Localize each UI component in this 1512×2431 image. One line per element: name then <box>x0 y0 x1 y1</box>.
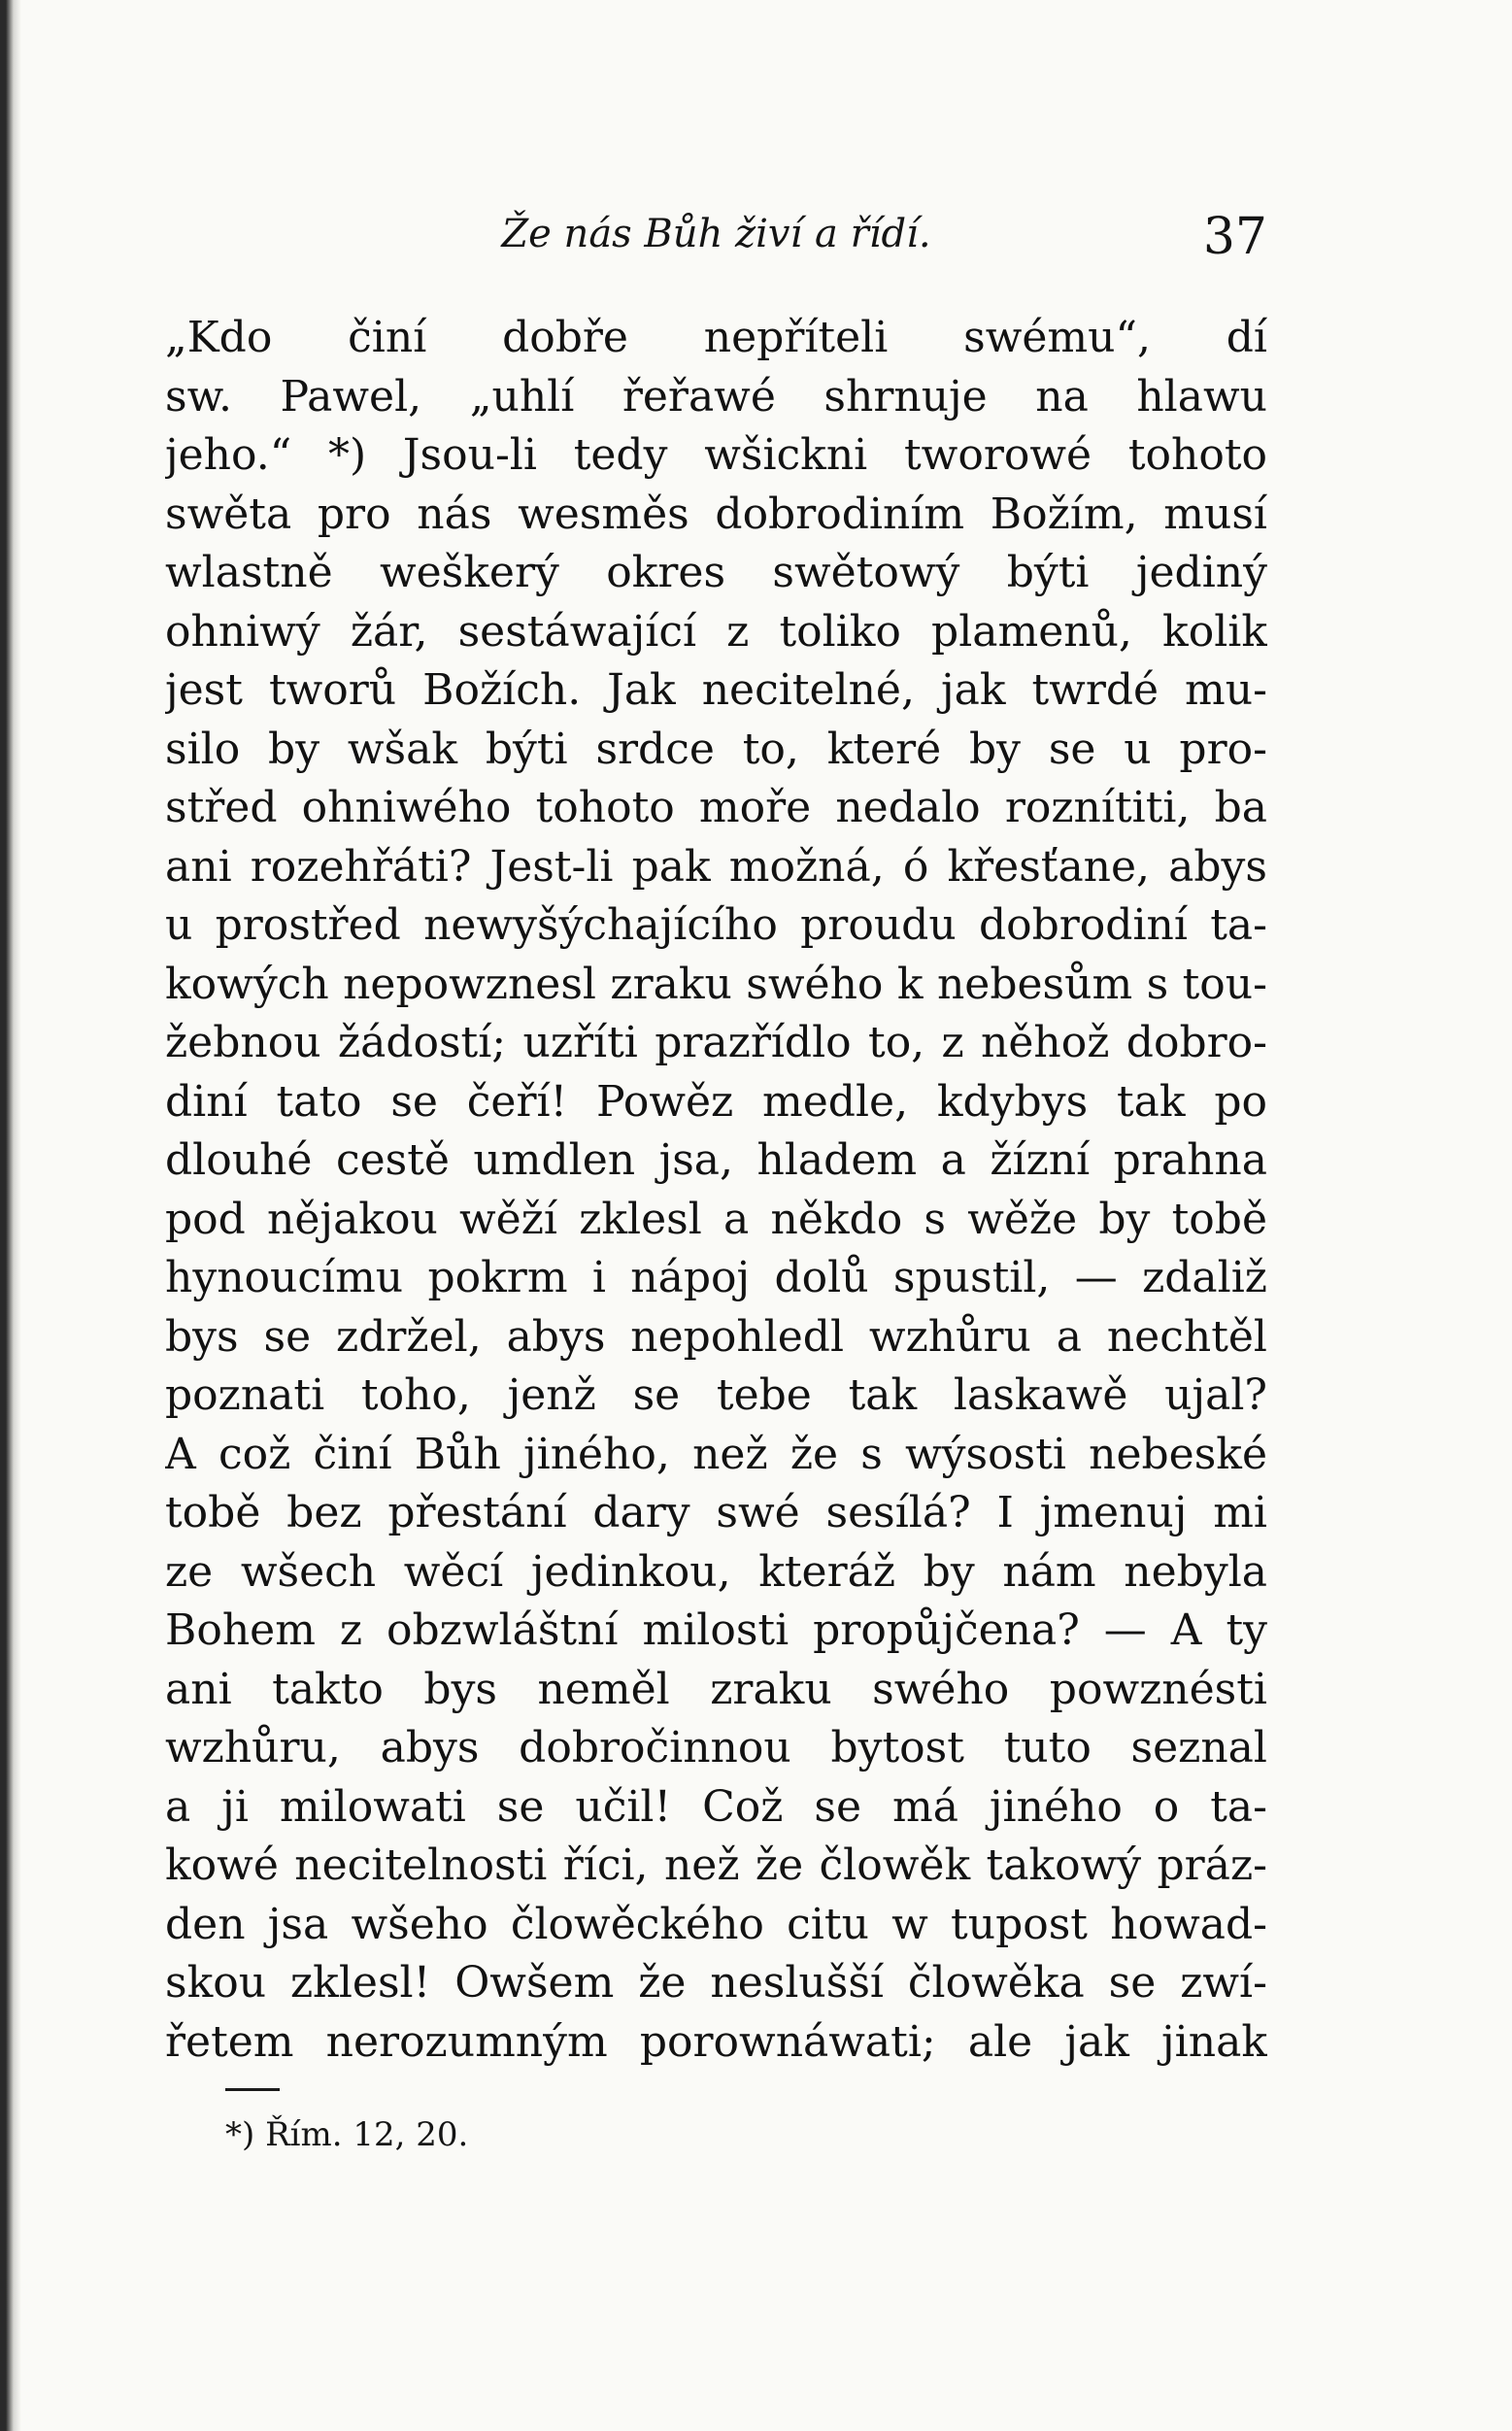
footnote: *) Řím. 12, 20. <box>225 2115 469 2154</box>
text-line: sw. Pawel, „uhlí řeřawé shrnuje na hlawu <box>165 371 1267 422</box>
body-text <box>165 309 1267 2072</box>
page-number: 37 <box>1202 208 1267 266</box>
text-line: žebnou žádostí; uzříti prazřídlo to, z něhož dobro- <box>165 1018 1267 1067</box>
text-line: „Kdo činí dobře nepříteli swému“, dí <box>165 313 1267 362</box>
text-line: skou zklesl! Owšem že neslušší člowěka se zwí- <box>165 1958 1267 2008</box>
running-title: Že nás Bůh živí a řídí. <box>501 212 931 256</box>
text-line: silo by wšak býti srdce to, které by se u pro- <box>165 724 1267 774</box>
page-binding-edge <box>0 0 21 2431</box>
text-line: u prostřed newyšýchajícího proudu dobrodiní ta- <box>165 900 1267 950</box>
text-line: poznati toho, jenž se tebe tak laskawě ujal? <box>165 1370 1267 1420</box>
text-line: diní tato se čeří! Powěz medle, kdybys tak po <box>165 1076 1267 1127</box>
text-line: ze wšech wěcí jedinkou, kteráž by nám nebyla <box>165 1546 1267 1597</box>
text-line: swěta pro nás wesměs dobrodiním Božím, musí <box>165 489 1267 539</box>
footnote-divider <box>225 2088 280 2091</box>
text-line: pod nějakou wěží zklesl a někdo s wěže by tobě <box>165 1194 1267 1244</box>
text-line: kowé necitelnosti říci, než že člowěk takowý práz- <box>165 1840 1267 1890</box>
running-head <box>165 208 1267 270</box>
text-line: den jsa wšeho člowěckého citu w tupost howad- <box>165 1899 1267 1949</box>
text-line: střed ohniwého tohoto moře nedalo roznítiti, ba <box>165 783 1267 832</box>
text-line: A což činí Bůh jiného, než že s wýsosti nebeské <box>165 1429 1267 1479</box>
text-line: hynoucímu pokrm i nápoj dolů spustil, — zdaliž <box>165 1253 1267 1302</box>
text-line: ohniwý žár, sestáwající z toliko plamenů, kolik <box>165 606 1267 657</box>
text-line: ani takto bys neměl zraku swého powznésti <box>165 1664 1267 1714</box>
text-line: jeho.“ *) Jsou-li tedy wšickni tworowé tohoto <box>165 430 1267 480</box>
text-line: tobě bez přestání dary swé sesílá? I jmenuj mi <box>165 1488 1267 1537</box>
text-line: wlastně weškerý okres swětowý býti jediný <box>165 548 1267 597</box>
text-line: řetem nerozumným porownáwati; ale jak jinak <box>165 2016 1267 2067</box>
text-line: wzhůru, abys dobročinnou bytost tuto seznal <box>165 1723 1267 1773</box>
text-line: jest tworů Božích. Jak necitelné, jak twrdé mu- <box>165 665 1267 715</box>
text-line: a ji milowati se učil! Což se má jiného o ta- <box>165 1781 1267 1832</box>
text-line: bys se zdržel, abys nepohledl wzhůru a nechtěl <box>165 1311 1267 1362</box>
text-line: Bohem z obzwláštní milosti propůjčena? — A ty <box>165 1605 1267 1655</box>
text-line: ani rozehřáti? Jest-li pak možná, ó křesťane, abys <box>165 841 1267 892</box>
text-line: kowých nepowznesl zraku swého k nebesům s tou- <box>165 959 1267 1009</box>
text-line: dlouhé cestě umdlen jsa, hladem a žízní prahna <box>165 1135 1267 1185</box>
